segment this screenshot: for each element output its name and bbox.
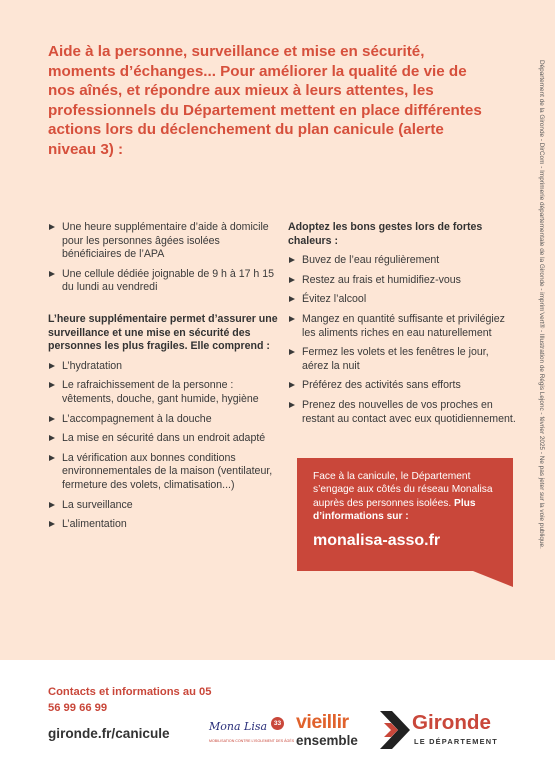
list-item: L’hydratation	[48, 360, 278, 374]
gironde-chevron-icon	[378, 709, 412, 751]
monalisa-logo-text: Mona Lisa	[209, 720, 268, 733]
gironde-logo	[378, 709, 518, 761]
list-item: Évitez l’alcool	[288, 293, 518, 307]
gironde-logo-name: Gironde	[412, 711, 491, 734]
tips-list	[288, 254, 518, 426]
callout-body: Face à la canicule, le Département s’engage aux côtés du réseau Monalisa auprès des personnes isolées.	[313, 471, 493, 509]
monalisa-badge: 33	[271, 717, 284, 730]
list-item: La vérification aux bonnes conditions environnementales de la maison (ventilateur, fermeture des volets, climatisation...)	[48, 452, 278, 493]
vertical-credit	[536, 60, 546, 620]
right-subhead: Adoptez les bons gestes lors de fortes chaleurs :	[288, 221, 483, 247]
intro-list	[48, 221, 278, 295]
ensemble-logo-word: ensemble	[296, 733, 358, 748]
list-item: L’alimentation	[48, 518, 278, 532]
callout-tail	[473, 571, 513, 587]
list-item: L’accompagnement à la douche	[48, 413, 278, 427]
list-item: La surveillance	[48, 499, 278, 513]
right-column	[288, 221, 518, 432]
vieillir-ensemble-logo	[296, 711, 366, 759]
monalisa-callout	[297, 458, 513, 571]
credit-text: Département de la Gironde - DirCom - Imprimerie départementale de la Gironde - imprim’vert® - Illustration de Régis Lejonc - février 2025 - Ne pas jeter sur la voie publique.	[538, 60, 545, 549]
list-item: Prenez des nouvelles de vos proches en restant au contact avec eux quotidiennement.	[288, 399, 518, 426]
left-subhead: L’heure supplémentaire permet d’assurer une surveillance et une mise en sécurité des personnes les plus fragiles. Elle comprend :	[48, 312, 278, 353]
callout-more-info: Plus d’informations sur :	[313, 497, 476, 523]
left-column	[48, 221, 278, 538]
monalisa-logo-tagline: MOBILISATION CONTRE L’ISOLEMENT DES ÂGÉS	[209, 739, 295, 743]
list-item: Mangez en quantité suffisante et privilégiez les aliments riches en eau naturellement	[288, 313, 518, 340]
list-item: Une cellule dédiée joignable de 9 h à 17 h 15 du lundi au vendredi	[48, 268, 278, 295]
monalisa-logo	[205, 717, 295, 751]
contact-info: Contacts et informations au 05 56 99 66 99	[48, 686, 212, 714]
footer	[0, 660, 555, 784]
support-list	[48, 360, 278, 532]
list-item: Fermez les volets et les fenêtres le jour, aérez la nuit	[288, 346, 518, 373]
monalisa-link[interactable]: monalisa-asso.fr	[313, 531, 441, 549]
gironde-logo-subtitle: LE DÉPARTEMENT	[414, 737, 499, 746]
callout-text	[313, 470, 497, 524]
list-item: Une heure supplémentaire d’aide à domicile pour les personnes âgées isolées bénéficiaires de l’APA	[48, 221, 278, 262]
list-item: Le rafraichissement de la personne : vêtements, douche, gant humide, hygiène	[48, 379, 278, 406]
list-item: Préférez des activités sans efforts	[288, 379, 518, 393]
vieillir-logo-word: vieillir	[296, 711, 349, 733]
headline: Aide à la personne, surveillance et mise en sécurité, moments d’échanges... Pour améliorer la qualité de vie de nos aînés, et répondre aux mieux à leurs attentes, les professionnels du Département mettent en place différentes actions lors du déclenchement du plan canicule (alerte niveau 3) :	[48, 43, 482, 158]
list-item: Restez au frais et humidifiez-vous	[288, 274, 518, 288]
list-item: Buvez de l’eau régulièrement	[288, 254, 518, 268]
list-item: La mise en sécurité dans un endroit adapté	[48, 432, 278, 446]
gironde-canicule-link[interactable]: gironde.fr/canicule	[48, 726, 170, 741]
